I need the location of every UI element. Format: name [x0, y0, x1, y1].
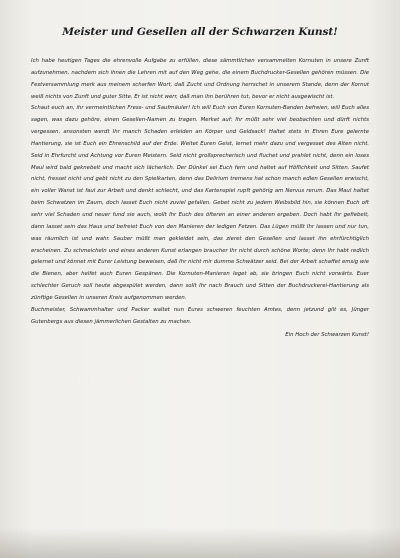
bottom-shadow	[0, 528, 400, 558]
paragraph-rules: Schaut euch an, ihr vermeintlichen Fress- und Saufmäuler! Ich will Euch von Euren Kornuten-Banden befreien, will Euch alles sagen, was dazu gehöre, einen Gesellen-Namen zu tragen. Merket auf: Ihr müßt sehr viel beobachten und dürft nichts vergessen, ansonsten werdt Ihr manch Schaden erleiden an Körper und Geldsack! Haltet stets in Ehren Eure gelernte Hantierung, sie ist Euch ein Ehrenschild auf der Erde. Weitet Euren Geist, lernet mehr dazu und vergesset des Alten nicht. Seid in Ehrfurcht und Achtung vor Euren Meistern. Seid nicht großsprecherisch und fluchet und prahlet nicht, denn ein loses Maul wird bald geknebelt und macht sich lächerlich. Der Dünkel sei Euch fern und haltet auf Höflichkeit und Sitten. Saufet nicht, fresset nicht und gebt nicht zu den Spielkarten, denn das Delirium tremens hat schon manch edlen Gesellen erwischt, ein voller Wanst ist faul zur Arbeit und denkt schlecht, und das Kartenspiel rupft gehörig am Nervus rerum. Das Maul haltet beim Schwatzen im Zaum, doch lasset Euch nicht zuviel gefallen. Gebet nicht zu jedem Weibsbild hin, sie können Euch oft sehr viel Schaden und neuer fund sie auch, wollt Ihr Euch des öfteren an einer anderen ergeben. Doch habt Ihr gefiebelt, dann lasset sein das Haus und befreiet Euch von den Manieren der ledigen Fetzen. Das Lügen müßt Ihr lassen und nur tun, was räumlich ist und wahr. Sauber müßt man gekleidet sein, das zieret den Gesellen und lasset ihn ehrfürchtiglich erscheinen. Zu schmeicheln und eines anderen Kunst erlangen braucher Ihr nicht durch schöne Worte; denn Ihr habt redlich gelernet und könnet mit Eurer Leistung beweisen, daß Ihr nicht mir dumme Schwätzer seid. Bei der Arbeit schaffet emsig wie die Bienen, aber helfet auch Euren Gespänen. Die Kornuten-Manieren leget ab, sie bringen Euch nicht vorwärts. Euer schlechter Geruch soll heute abgespület werden, dann sollt Ihr nach Brauch und Sitten der Buchdruckerei-Hantierung als zünftige Gesellen in unseren Kreis aufgenommen werden.	[31, 105, 369, 301]
closing-cheer: Ein Hoch der Schwarzen Kunst!	[285, 332, 369, 339]
paragraph-ceremony: Buchmeister, Schwammhalter und Packer waltet nun Eures schweren feuchten Amtes, denn jetzund gilt es, Jünger Gutenbergs aus diesen jämmerlichen Gestalten zu machen.	[31, 306, 369, 325]
document-body	[31, 26, 369, 342]
document-title: Meister und Gesellen all der Schwarzen Kunst!	[62, 26, 338, 38]
paragraph-intro: Ich habe heutigen Tages die ehrenvolle Aufgabe zu erfüllen, diese sämmtlichen versammelten Kornuten in unsere Zunft aufzunehmen, nachdem sich ihnen die Lehren mit auf den Weg gehe, die einem Buchdrucker-Gesellen gehören müssen. Die Festversammlung merk aus meinem scharfen Wort, daß Zucht und Ordnung herrschet in unserem Stande, denn der Kornut weiß nichts von Zunft und guter Sitte. Er ist nicht werr, daß man ihn berühren tut, bevor er nicht ausgewischt ist.	[31, 58, 369, 100]
